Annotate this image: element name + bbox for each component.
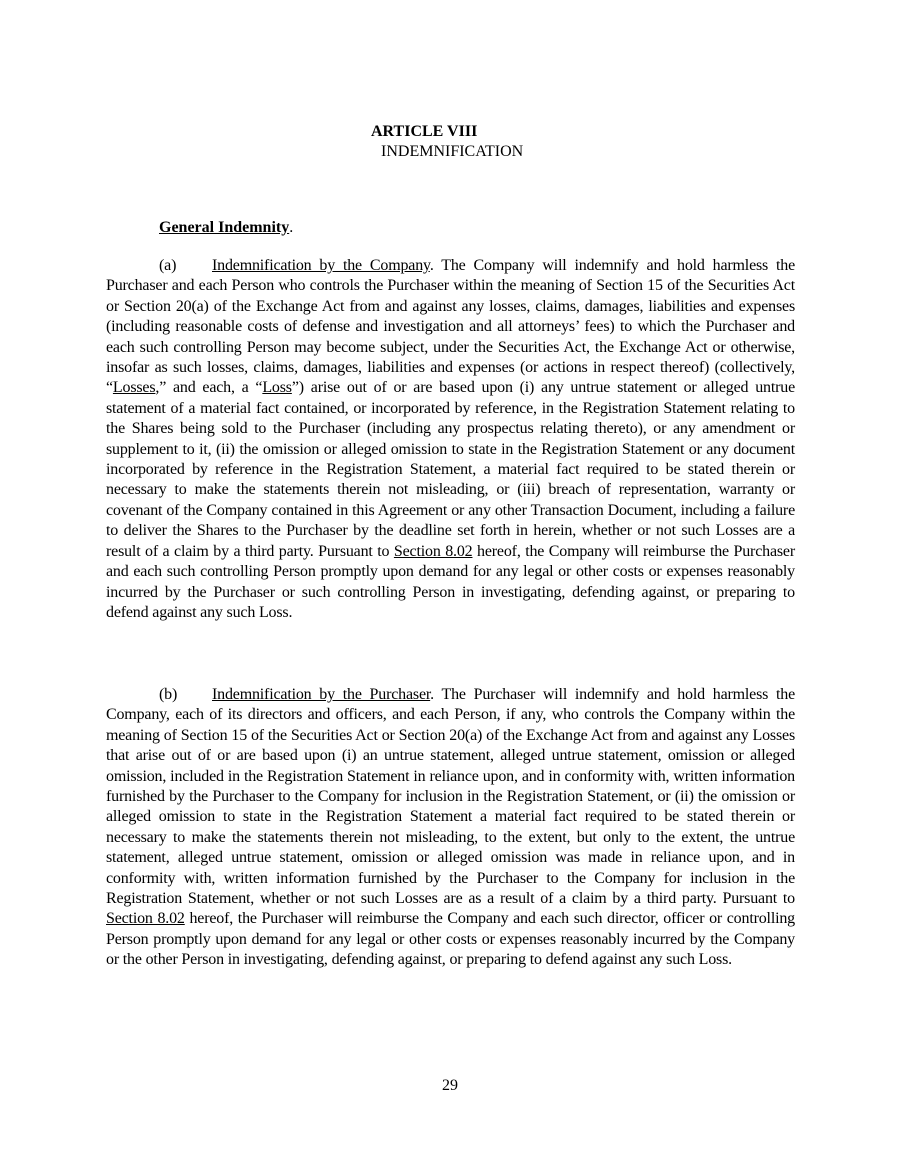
paragraph-a-heading: Indemnification by the Company bbox=[212, 257, 430, 274]
paragraph-b-label: (b) bbox=[159, 686, 178, 703]
paragraph-a-text-4: hereof, the Company will reimburse the Purchaser and each such controlling Person promptly upon demand for any legal or other costs or expenses reasonably incurred by the Purchaser or such controlling Person in investigating, defending against, or preparing to defend against any such Loss. bbox=[106, 542, 795, 621]
paragraph-b-text-1: . The Purchaser will indemnify and hold harmless the Company, each of its directors and officers, and each Person, if any, who controls the Company within the meaning of Section 15 of the Securities Act or Section 20(a) of the Exchange Act from and against any Losses that arise out of or are based upon (i) an untrue statement, alleged untrue statement, omission or alleged omission, included in the Registration Statement in reliance upon, and in conformity with, written information furnished by the Purchaser to the Company for inclusion in the Registration Statement, or (ii) the omission or alleged omission to state in the Registration Statement a material fact required to be stated therein or necessary to make the statements therein not misleading, to the extent, but only to the extent, the untrue statement, alleged untrue statement, omission or alleged omission was made in reliance upon, and in conformity with, written information furnished by the Purchaser to the Company for inclusion in the Registration Statement, whether or not such Losses are as a result of a claim by a third party. Pursuant to bbox=[106, 686, 796, 908]
paragraph-a-text-3: ”) arise out of or are based upon (i) any untrue statement or alleged untrue statement of a material fact contained, or incorporated by reference, in the Registration Statement relating to the Shares being sold to the Purchaser (including any prospectus relating thereto), or any amendment or supplement to it, (ii) the omission or alleged omission to state in the Registration Statement or any document incorporated by reference in the Registration Statement, a material fact required to be stated therein or necessary to make the statements therein not misleading, or (iii) breach of representation, warranty or covenant of the Company contained in this Agreement or any other Transaction Document, including a failure to deliver the Shares to the Purchaser by the deadline set forth in herein, whether or not such Losses are a result of a claim by a third party. Pursuant to bbox=[106, 379, 795, 560]
defined-term-loss: Loss bbox=[262, 379, 292, 397]
article-subtitle: INDEMNIFICATION bbox=[381, 143, 524, 160]
section-heading bbox=[159, 218, 293, 238]
defined-term-losses: Losses bbox=[112, 379, 156, 397]
paragraph-a-text-1: . The Company will indemnify and hold harmless the Purchaser and each Person who controls the Purchaser within the meaning of Section 15 of the Securities Act or Section 20(a) of the Exchange Act from and against any losses, claims, damages, liabilities and expenses (including reasonable costs of defense and investigation and all attorneys’ fees) to which the Purchaser and each such controlling Person may become subject, under the Securities Act, the Exchange Act or otherwise, insofar as such losses, claims, damages, liabilities and expenses (or actions in respect thereof) (collectively, “ bbox=[106, 257, 796, 397]
paragraph-a-text-2: ,” and each, a “ bbox=[155, 379, 263, 397]
page-number: 29 bbox=[442, 1077, 458, 1094]
section-heading-text: General Indemnity bbox=[159, 219, 290, 236]
section-heading-suffix: . bbox=[289, 219, 294, 236]
paragraph-b-text-2: hereof, the Purchaser will reimburse the Company and each such director, officer or controlling Person promptly upon demand for any legal or other costs or expenses reasonably incurred by the Company or the other Person in investigating, defending against, or preparing to defend against any such Loss. bbox=[106, 910, 795, 969]
paragraph-b-heading: Indemnification by the Purchaser bbox=[212, 686, 431, 703]
paragraph-a-label: (a) bbox=[159, 257, 177, 274]
section-reference: Section 8.02 bbox=[106, 910, 185, 928]
paragraph-a bbox=[106, 256, 795, 623]
paragraph-b bbox=[106, 685, 795, 971]
article-title: ARTICLE VIII bbox=[371, 123, 478, 140]
section-reference: Section 8.02 bbox=[393, 542, 473, 560]
